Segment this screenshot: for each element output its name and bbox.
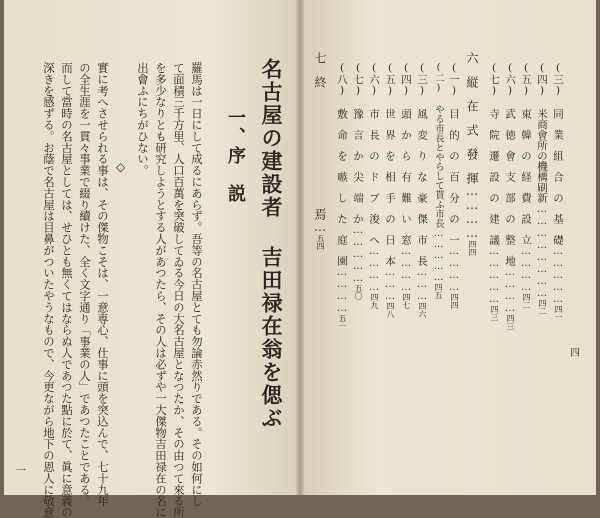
toc-entry: (四) 頭 か ら 有 難 い 窓…………四七: [400, 62, 412, 309]
page-number: 四: [570, 348, 580, 359]
body-line: 而して當時の名古屋としては、せひとも無くてはならぬ人であつた點に於て、眞に意義の: [60, 62, 74, 518]
left-page: [4, 0, 300, 518]
article-title: 名古屋の建設者 吉田禄在翁を偲ぶ: [259, 58, 284, 430]
body-line: 深きを感ずる。お蔭で名古屋は目鼻がついたやうなもので、今更ながら地下の恩人に敬意: [42, 62, 56, 518]
toc-chapter: 六 縦 在 式 發 揮…………四四: [465, 52, 479, 256]
book-spread: [4, 0, 596, 518]
body-line: 羅馬は一日にして成るにあらず。吾等の名古屋とても勿論赤然りである。その如何にし: [190, 62, 204, 507]
toc-entry: (六) 市 長 の ド ブ 浚 へ…………四九: [368, 62, 380, 309]
toc-entry: (六) 武 徳 會 支 部 の 整 地…………四三: [504, 62, 516, 330]
section-heading: 一、序 説: [225, 108, 246, 203]
body-line: を多少なりとも研究しようとする人があつたら、その人は必ずや一大傑物吉田禄在の名に: [154, 62, 168, 518]
toc-entry: (三) 風 変 り な 豪 傑 市 長………四六: [416, 62, 428, 318]
toc-entry: (二) やる市長とやらして貰ふ市長……………四五: [433, 62, 444, 299]
body-line: の全生涯を一貫々事業で綴り續けた、全く文字通り「事業の人」であつたことである。: [78, 62, 92, 507]
book-gutter: [296, 0, 304, 495]
toc-entry: (一) 目 的 の 百 分 の 一…………四四: [448, 62, 460, 309]
body-line: 出會ふにちがひない。: [136, 62, 150, 176]
toc-chapter: 七 終 焉…五四: [313, 52, 327, 250]
toc-entry: (八) 敷 命 を 嗾 し た 庭 園…………五一: [336, 62, 348, 330]
toc-entry: (五) 東 韓 の 経 費 設 立…………四二: [520, 62, 532, 309]
body-line: て面積三千方里、人口百萬を突破してゐる今日の大名古屋となつたか、その由つて來る所: [172, 62, 186, 518]
toc-entry: (七) 寺 院 遷 設 の 建 議……………四三: [488, 62, 500, 321]
toc-entry: (五) 世 界 を 相 手 の 日 本………四八: [384, 62, 396, 318]
toc-entry: (四) 米商會所の機構刷新……………………四二: [536, 62, 548, 315]
toc-entry: (七) 豫 言 か 尖 端 か……………五〇: [352, 62, 364, 300]
right-page: [300, 0, 596, 495]
toc-entry: (三) 同 業 組 合 の 基 礎……………四一: [552, 62, 564, 321]
body-line: 實に考へさせられる事は、その傑物こそは、一意専心、仕事に頭を突込んで、七十九年: [96, 62, 110, 507]
diamond-ornament-icon: ◇: [116, 160, 126, 174]
page-mark: 一: [16, 466, 26, 477]
